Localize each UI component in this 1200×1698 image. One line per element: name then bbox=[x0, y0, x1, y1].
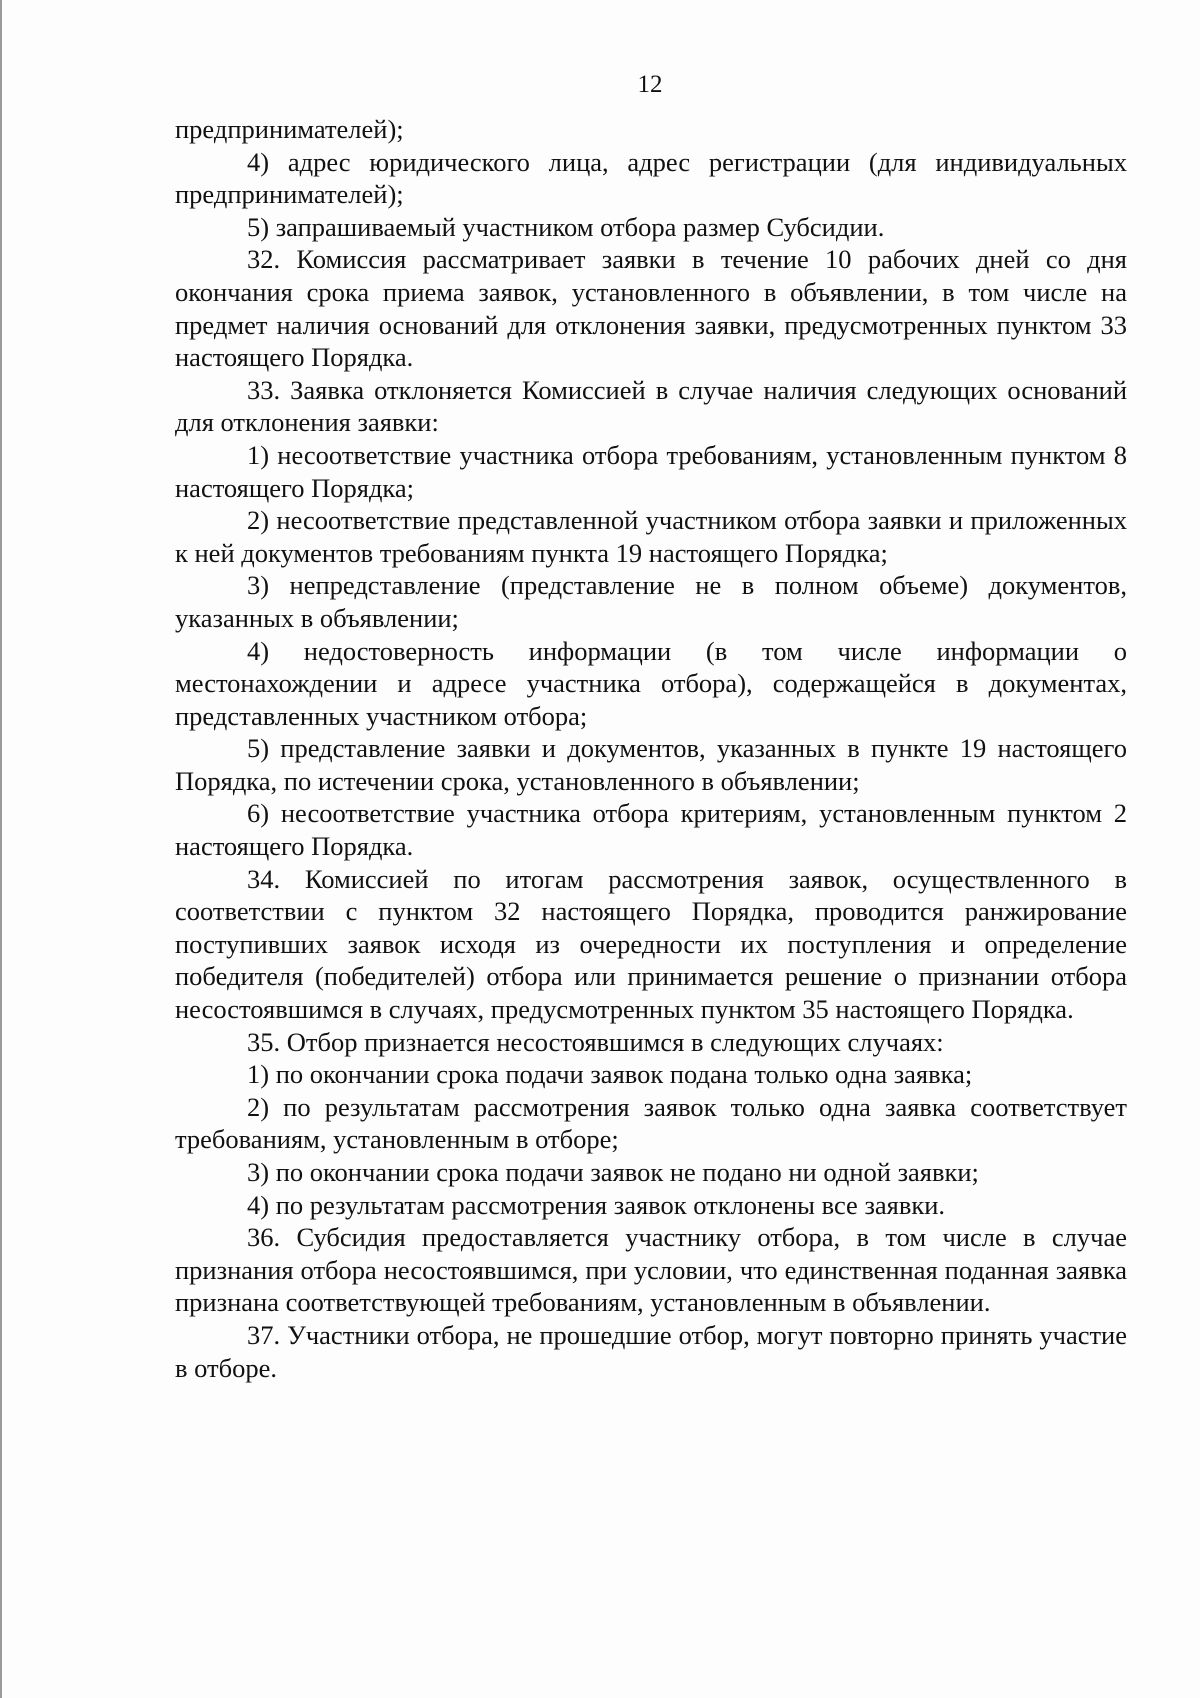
page-number: 12 bbox=[637, 71, 663, 98]
paragraph: 37. Участники отбора, не прошедшие отбор, могут повторно принять участие в отборе. bbox=[175, 1319, 1127, 1383]
scan-edge bbox=[0, 0, 2, 1698]
paragraph: 2) несоответствие представленной участником отбора заявки и приложенных к ней документов требованиям пункта 19 настоящего Порядка; bbox=[175, 505, 1127, 568]
paragraph: 33. Заявка отклоняется Комиссией в случае наличия следующих оснований для отклонения заявки: bbox=[175, 374, 1127, 438]
paragraph: 32. Комиссия рассматривает заявки в течение 10 рабочих дней со дня окончания срока приема заявок, установленного в объявлении, в том числе на предмет наличия оснований для отклонения заявки, предусмотренных пунктом 33 настоящего Порядка. bbox=[175, 244, 1127, 373]
paragraph: 3) непредставление (представление не в полном объеме) документов, указанных в объявлении; bbox=[175, 570, 1127, 633]
paragraph: 34. Комиссией по итогам рассмотрения заявок, осуществленного в соответствии с пунктом 32 настоящего Порядка, проводится ранжирование поступивших заявок исходя из очередности их поступления и определение победителя (победителей) отбора или принимается решение о признании отбора несостоявшимся в случаях, предусмотренных пунктом 35 настоящего Порядка. bbox=[175, 863, 1127, 1025]
document-body bbox=[175, 113, 1127, 1384]
paragraph: 36. Субсидия предоставляется участнику отбора, в том числе в случае признания отбора несостоявшимся, при условии, что единственная поданная заявка признана соответствующей требованиям, установленным в объявлении. bbox=[175, 1222, 1127, 1318]
paragraph: 35. Отбор признается несостоявшимся в следующих случаях: bbox=[247, 1026, 944, 1057]
paragraph: предпринимателей); bbox=[175, 114, 404, 144]
paragraph: 4) адрес юридического лица, адрес регистрации (для индивидуальных предпринимателей); bbox=[175, 146, 1127, 210]
paragraph: 6) несоответствие участника отбора критериям, установленным пунктом 2 настоящего Порядка. bbox=[175, 798, 1127, 862]
paragraph: 1) по окончании срока подачи заявок подана только одна заявка; bbox=[247, 1059, 973, 1090]
paragraph: 2) по результатам рассмотрения заявок только одна заявка соответствует требованиям, установленным в отборе; bbox=[175, 1091, 1127, 1155]
paragraph: 4) недостоверность информации (в том числе информации о местонахождении и адресе участника отбора), содержащейся в документах, представленных участником отбора; bbox=[175, 635, 1127, 731]
paragraph: 3) по окончании срока подачи заявок не подано ни одной заявки; bbox=[247, 1157, 979, 1187]
paragraph: 5) запрашиваемый участником отбора размер Субсидии. bbox=[247, 211, 885, 242]
paragraph: 4) по результатам рассмотрения заявок отклонены все заявки. bbox=[247, 1189, 946, 1220]
paragraph: 1) несоответствие участника отбора требованиям, установленным пунктом 8 настоящего Порядка; bbox=[175, 439, 1127, 503]
paragraph: 5) представление заявки и документов, указанных в пункте 19 настоящего Порядка, по истечении срока, установленного в объявлении; bbox=[175, 733, 1127, 796]
